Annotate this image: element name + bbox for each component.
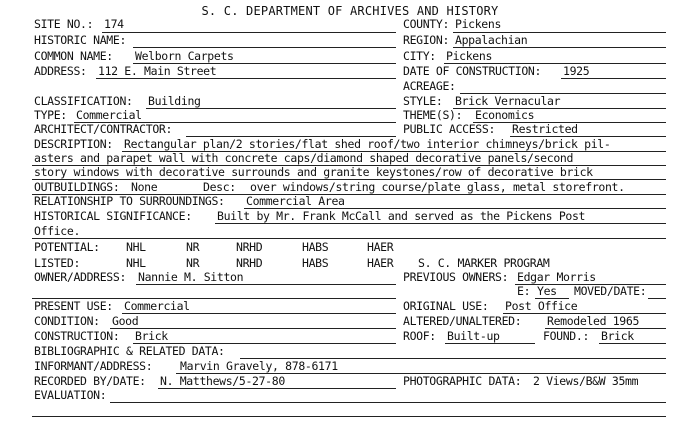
type-label: TYPE: — [34, 108, 67, 122]
foundation-underline — [599, 343, 666, 344]
present-use-label: PRESENT USE: — [34, 299, 113, 313]
previous-owners-label: PREVIOUS OWNERS: — [403, 270, 509, 284]
address-underline — [96, 78, 396, 79]
informant-value: Marvin Gravely, 878-6171 — [180, 359, 338, 373]
description-line-1: Rectangular plan/2 stories/flat shed roof/two interior chimneys/brick pil- — [124, 137, 611, 151]
themes-value: Economics — [475, 108, 535, 122]
historic-name-label: HISTORIC NAME: — [34, 33, 127, 47]
classification-value: Building — [148, 94, 201, 108]
listed-haer: HAER — [367, 256, 394, 270]
foundation-value: Brick — [601, 329, 634, 343]
evaluation-label: EVALUATION: — [34, 388, 107, 402]
public-access-label: PUBLIC ACCESS: — [403, 122, 496, 136]
relationship-label: RELATIONSHIP TO SURROUNDINGS: — [34, 194, 225, 208]
potential-nrhd: NRHD — [236, 240, 263, 254]
outbuildings-desc-label: Desc: — [203, 180, 236, 194]
listed-nr: NR — [186, 256, 200, 270]
type-value: Commercial — [76, 108, 142, 122]
moved-date-label: MOVED/DATE: — [574, 284, 647, 298]
photographic-label: PHOTOGRAPHIC DATA: — [403, 374, 522, 388]
roof-value: Built-up — [447, 329, 500, 343]
roof-label: ROOF: — [403, 329, 436, 343]
evaluation-underline-2 — [32, 416, 666, 417]
region-value: Appalachian — [455, 33, 528, 47]
county-label: COUNTY: — [403, 17, 450, 31]
historic-name-underline — [133, 47, 396, 48]
site-no-value: 174 — [104, 17, 124, 31]
city-label: CITY: — [403, 49, 436, 63]
address-label: ADDRESS: — [34, 64, 87, 78]
potential-nhl: NHL — [126, 240, 146, 254]
original-use-value: Post Office — [505, 299, 578, 313]
region-underline — [453, 47, 666, 48]
acreage-label: ACREAGE: — [403, 79, 456, 93]
recorded-by-value: N. Matthews/5-27-80 — [160, 374, 285, 388]
listed-nrhd: NRHD — [236, 256, 263, 270]
common-name-value: Welborn Carpets — [135, 49, 234, 63]
marker-program-label: S. C. MARKER PROGRAM — [418, 256, 550, 270]
classification-underline — [146, 108, 396, 109]
style-label: STYLE: — [403, 94, 443, 108]
public-access-value: Restricted — [512, 122, 578, 136]
historical-significance-label: HISTORICAL SIGNIFICANCE: — [34, 209, 192, 223]
potential-habs: HABS — [302, 240, 329, 254]
evaluation-underline-1 — [110, 402, 666, 403]
construction-label: CONSTRUCTION: — [34, 329, 120, 343]
condition-label: CONDITION: — [34, 314, 100, 328]
historical-significance-underline-1 — [215, 223, 666, 224]
construction-value: Brick — [135, 329, 168, 343]
previous-owners-value: Edgar Morris — [517, 270, 596, 284]
architect-label: ARCHITECT/CONTRACTOR: — [34, 122, 173, 136]
themes-label: THEME(S): — [403, 108, 463, 122]
owner-label: OWNER/ADDRESS: — [34, 270, 127, 284]
foundation-label: FOUND.: — [543, 329, 590, 343]
site-no-label: SITE NO.: — [34, 17, 94, 31]
present-use-value: Commercial — [124, 299, 190, 313]
recorded-by-label: RECORDED BY/DATE: — [34, 374, 146, 388]
outbuildings-label: OUTBUILDINGS: — [34, 180, 120, 194]
relationship-value: Commercial Area — [246, 194, 345, 208]
listed-habs: HABS — [302, 256, 329, 270]
date-of-construction-value: 1925 — [563, 64, 590, 78]
original-use-label: ORIGINAL USE: — [403, 299, 489, 313]
recorded-by-underline — [158, 388, 396, 389]
roof-underline — [445, 343, 535, 344]
common-name-label: COMMON NAME: — [34, 49, 113, 63]
listed-label: LISTED: — [34, 256, 81, 270]
date-of-construction-label: DATE OF CONSTRUCTION: — [403, 64, 542, 78]
informant-label: INFORMANT/ADDRESS: — [34, 359, 153, 373]
outbuildings-desc-value: over windows/string course/plate glass, metal storefront. — [250, 180, 625, 194]
historical-significance-underline-2 — [32, 238, 666, 239]
potential-label: POTENTIAL: — [34, 240, 100, 254]
owner-underline — [136, 284, 396, 285]
listed-nhl: NHL — [126, 256, 146, 270]
description-label: DESCRIPTION: — [34, 137, 113, 151]
region-label: REGION: — [403, 33, 450, 47]
card-title: S. C. DEPARTMENT OF ARCHIVES AND HISTORY — [201, 4, 499, 18]
condition-value: Good — [112, 314, 139, 328]
style-value: Brick Vernacular — [455, 94, 561, 108]
historical-significance-line-2: Office. — [34, 224, 81, 238]
county-value: Pickens — [455, 17, 502, 31]
potential-nr: NR — [186, 240, 200, 254]
city-value: Pickens — [446, 49, 493, 63]
description-line-2: asters and parapet wall with concrete caps/diamond shaped decorative panels/second — [34, 151, 574, 165]
potential-haer: HAER — [367, 240, 394, 254]
marker-e-value: Yes — [537, 284, 557, 298]
owner-value: Nannie M. Sitton — [138, 270, 244, 284]
altered-value: Remodeled 1965 — [547, 314, 640, 328]
site-no-underline — [102, 32, 396, 33]
bibliographic-label: BIBLIOGRAPHIC & RELATED DATA: — [34, 344, 225, 358]
description-line-3: story windows with decorative surrounds and granite keystones/row of decorative brick — [34, 165, 593, 179]
classification-label: CLASSIFICATION: — [34, 94, 133, 108]
address-value: 112 E. Main Street — [98, 64, 217, 78]
photographic-value: 2 Views/B&W 35mm — [533, 374, 639, 388]
present-use-underline — [122, 313, 396, 314]
moved-date-underline — [648, 298, 666, 299]
date-of-construction-underline — [561, 78, 666, 79]
marker-e-label: E: — [517, 284, 531, 298]
outbuildings-value: None — [131, 180, 158, 194]
historical-significance-line-1: Built by Mr. Frank McCall and served as the Pickens Post — [217, 209, 586, 223]
altered-label: ALTERED/UNALTERED: — [403, 314, 522, 328]
